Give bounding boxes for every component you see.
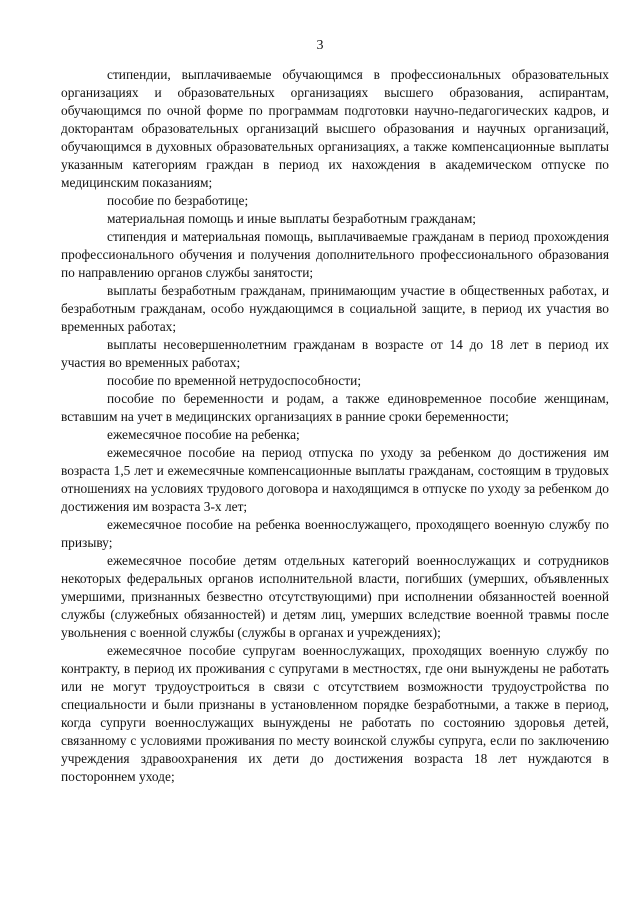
paragraph-child-allowance: ежемесячное пособие на ребенка; [107, 427, 300, 442]
paragraph-parental-leave: ежемесячное пособие на период отпуска по уходу за ребенком до достижения им возраста 1,5 лет и ежемесячные компенсационные выплаты гражданам, состоящим в трудовых отношениях на условиях трудового договора и находящимся в отпуске по уходу за ребенком до достижения им возраста 3-х лет; [61, 445, 609, 514]
document-body [61, 66, 609, 786]
paragraph-training-stipend: стипендия и материальная помощь, выплачиваемые гражданам в период прохождения профессионального обучения и получения дополнительного профессионального образования по направлению органов службы занятости; [61, 229, 609, 280]
paragraph-stipends: стипендии, выплачиваемые обучающимся в профессиональных образовательных организациях и образовательных организациях высшего образования, аспирантам, обучающимся по очной форме по программам подготовки научно-педагогических кадров, и докторантам образовательных организаций высшего образования и научных организаций, обучающимся в духовных образовательных организациях, а также компенсационные выплаты указанным категориям граждан в период их нахождения в академическом отпуске по медицинским показаниям; [61, 67, 609, 190]
paragraph-material-aid: материальная помощь и иные выплаты безработным гражданам; [107, 211, 477, 226]
paragraph-sick-leave-benefit: пособие по временной нетрудоспособности; [107, 373, 362, 388]
paragraph-conscript-child: ежемесячное пособие на ребенка военнослужащего, проходящего военную службу по призыву; [61, 517, 609, 550]
paragraph-unemployment-benefit: пособие по безработице; [107, 193, 249, 208]
paragraph-military-children: ежемесячное пособие детям отдельных категорий военнослужащих и сотрудников некоторых федеральных органов исполнительной власти, погибших (умерших, объявленных умершими, признанных безвестно отсутствующими) при исполнении обязанностей военной службы (служебных обязанностей) и детям лиц, умерших вследствие военной травмы после увольнения с военной службы (службы в органах и учреждениях); [61, 553, 609, 640]
page-number: 3 [316, 38, 324, 53]
paragraph-military-spouses: ежемесячное пособие супругам военнослужащих, проходящих военную службу по контракту, в период их проживания с супругами в местностях, где они вынуждены не работать или не могут трудоустроиться в связи с отсутствием возможности трудоустройства по специальности и были признаны в установленном порядке безработными, а также в период, когда супруги военнослужащих вынуждены не работать по состоянию здоровья детей, связанному с условиями проживания по месту воинской службы супруга, если по заключению учреждения здравоохранения их дети до достижения возраста 18 лет нуждаются в постороннем уходе; [61, 643, 609, 784]
paragraph-maternity-benefit: пособие по беременности и родам, а также единовременное пособие женщинам, вставшим на учет в медицинских организациях в ранние сроки беременности; [61, 391, 609, 424]
paragraph-minors-payments: выплаты несовершеннолетним гражданам в возрасте от 14 до 18 лет в период их участия во временных работах; [61, 337, 609, 370]
paragraph-public-works: выплаты безработным гражданам, принимающим участие в общественных работах, и безработным гражданам, особо нуждающимся в социальной защите, в период их участия во временных работах; [61, 283, 609, 334]
